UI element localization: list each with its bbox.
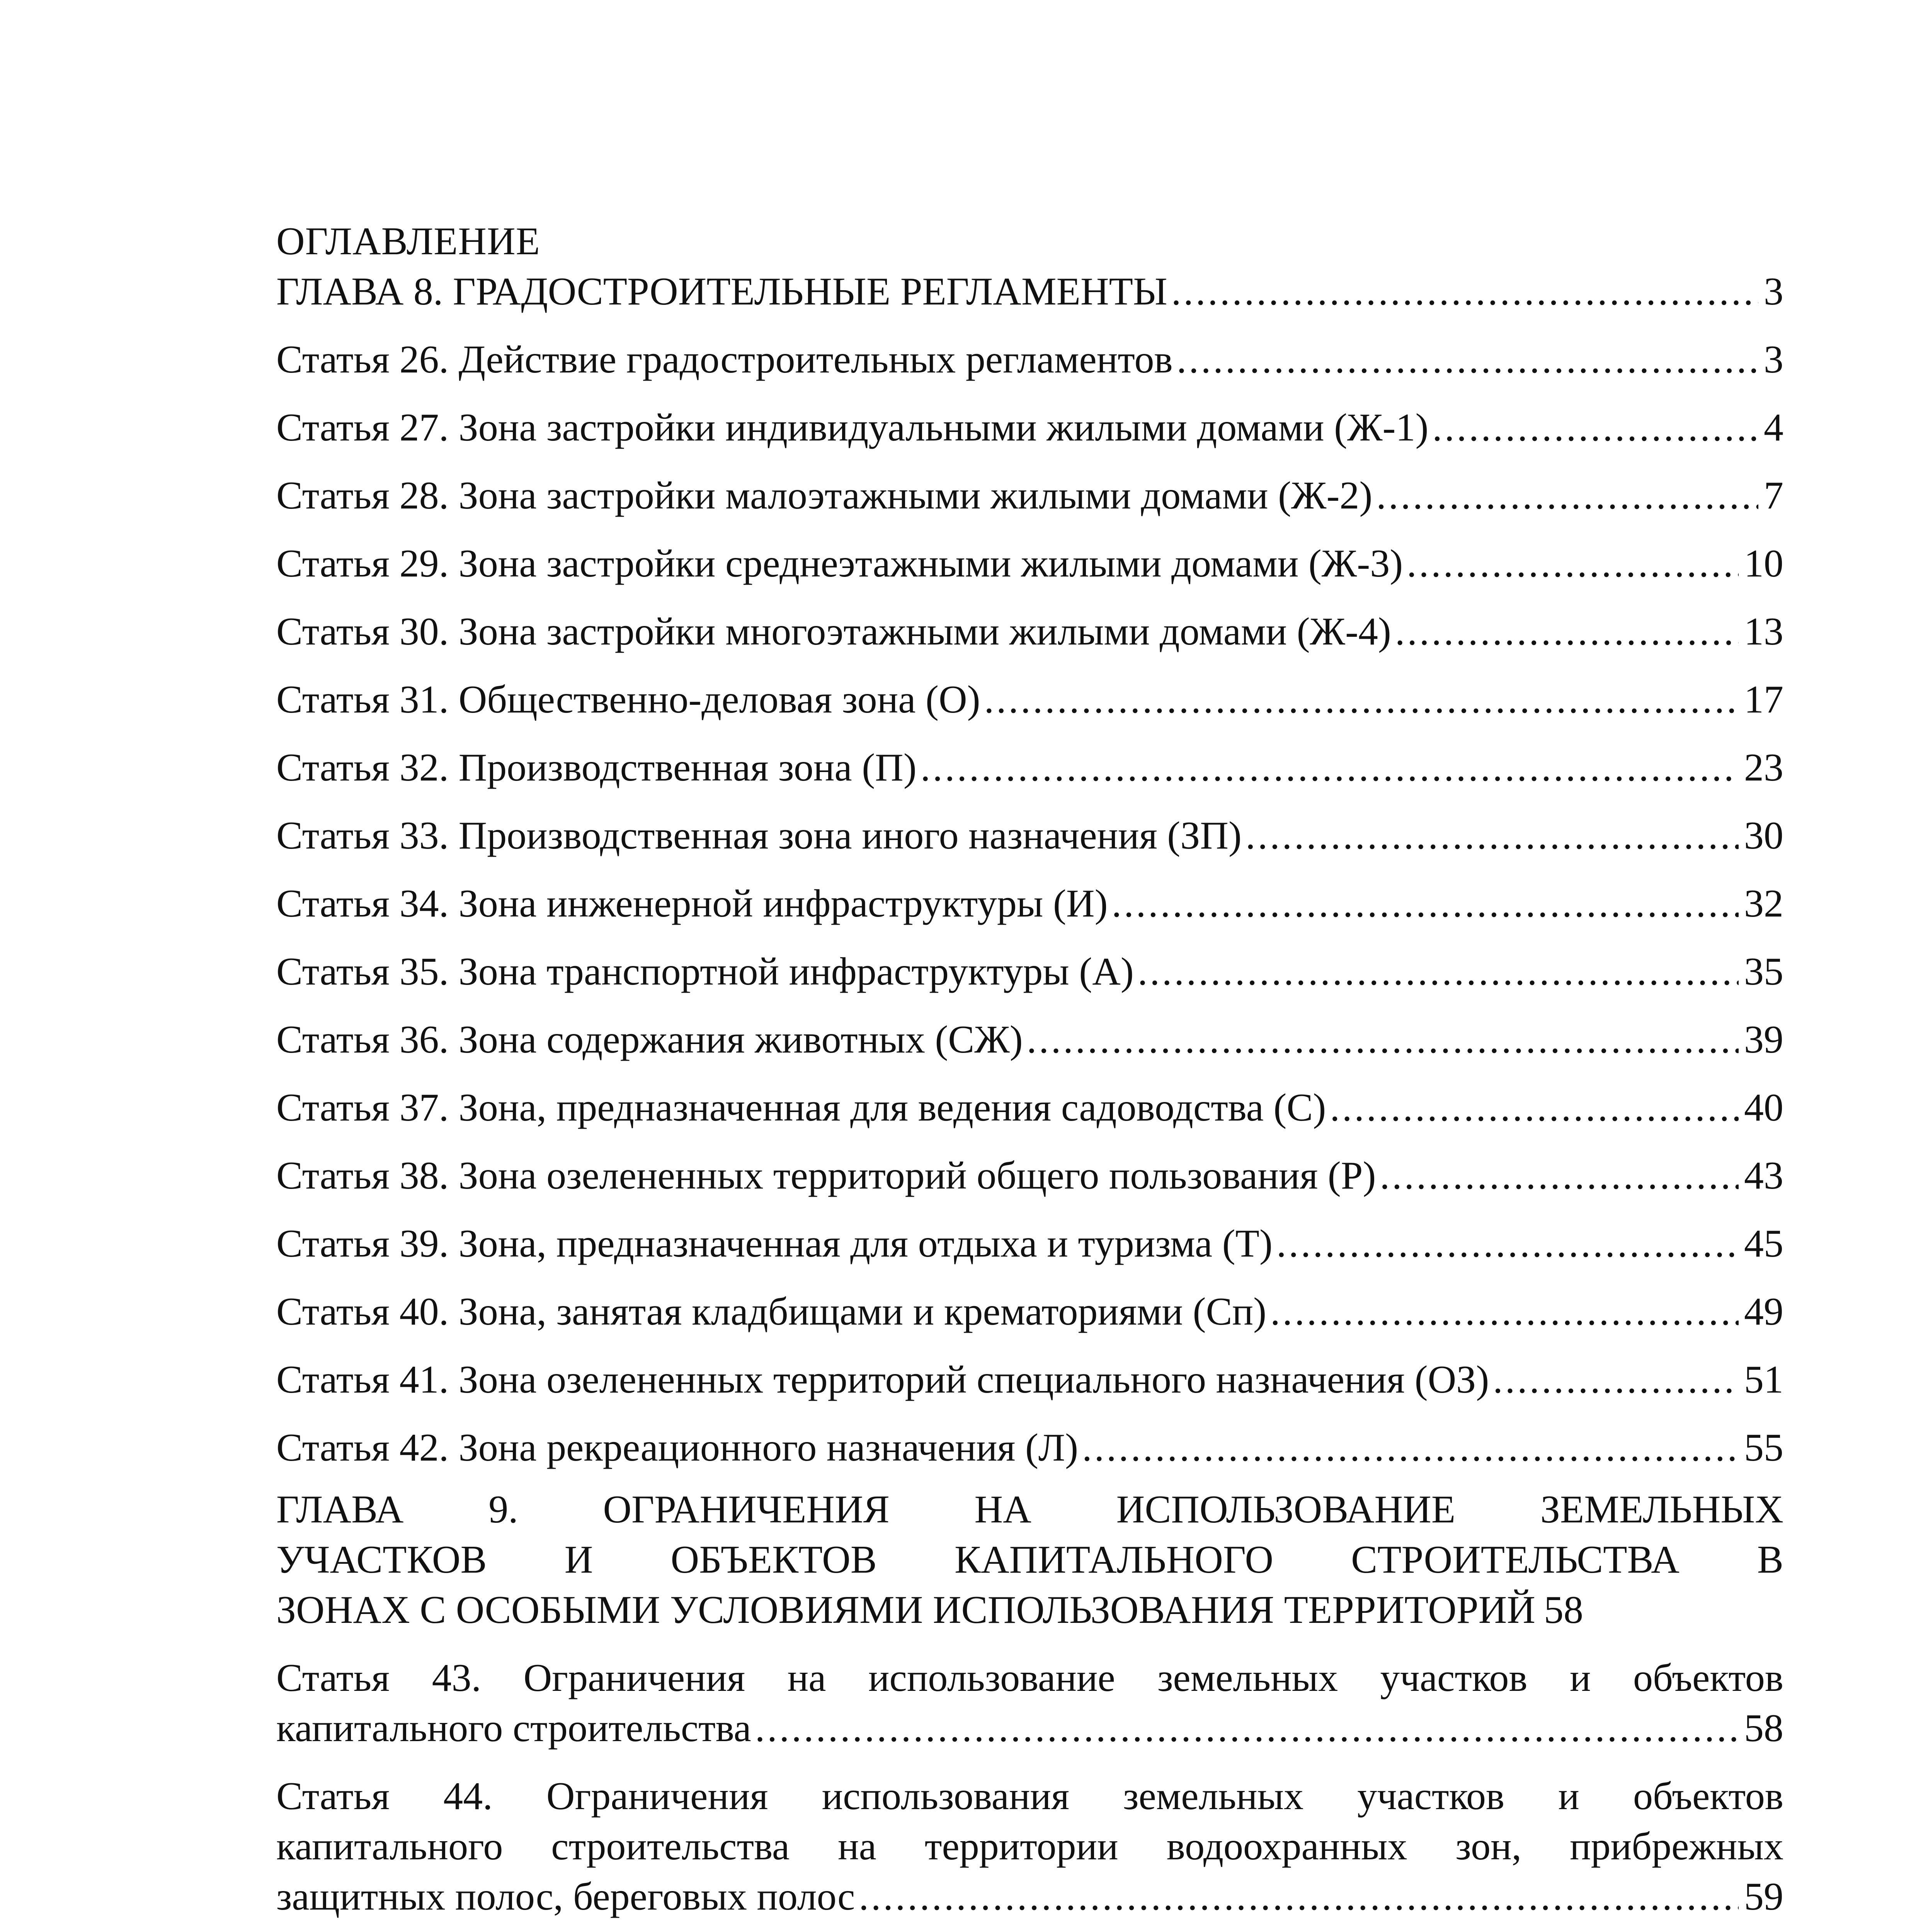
toc-entry-article[interactable] <box>276 1355 1783 1405</box>
dot-leader <box>1330 1083 1739 1133</box>
toc-entry-line: ЗОНАХ С ОСОБЫМИ УСЛОВИЯМИ ИСПОЛЬЗОВАНИЯ ТЕРРИТОРИЙ <box>276 1588 1535 1632</box>
toc-entry-article[interactable] <box>276 947 1783 997</box>
toc-entry-article-44[interactable] <box>276 1771 1783 1922</box>
toc-entry-article[interactable] <box>276 403 1783 453</box>
toc-entry-article[interactable] <box>276 1083 1783 1133</box>
toc-entry-article[interactable] <box>276 879 1783 929</box>
dot-leader <box>1380 1151 1739 1201</box>
toc-entry-label: ГЛАВА 8. ГРАДОСТРОИТЕЛЬНЫЕ РЕГЛАМЕНТЫ <box>276 270 1167 313</box>
toc-entry-line: капитального строительства на территории водоохранных зон, прибрежных <box>276 1825 1783 1868</box>
toc-page-number: 35 <box>1744 950 1783 993</box>
toc-entry-chapter-9[interactable] <box>276 1485 1783 1635</box>
dot-leader <box>1395 607 1739 657</box>
toc-entry-label: Статья 28. Зона застройки малоэтажными жилыми домами (Ж-2) <box>276 474 1373 517</box>
toc-page-number: 32 <box>1744 882 1783 925</box>
toc-entry-label: Статья 31. Общественно-деловая зона (О) <box>276 678 980 721</box>
toc-entry-article[interactable] <box>276 1015 1783 1065</box>
toc-entry-article[interactable] <box>276 1287 1783 1337</box>
toc-entry-label: Статья 29. Зона застройки среднеэтажными жилыми домами (Ж-3) <box>276 542 1403 585</box>
dot-leader <box>1138 947 1739 997</box>
toc-page-number: 7 <box>1764 474 1783 517</box>
toc-entry-label: Статья 41. Зона озелененных территорий специального назначения (ОЗ) <box>276 1358 1489 1401</box>
dot-leader <box>1177 335 1758 385</box>
toc-page-number: 17 <box>1744 678 1783 721</box>
toc-entry-label: Статья 32. Производственная зона (П) <box>276 746 917 789</box>
toc-entry-chapter-8[interactable] <box>276 267 1783 317</box>
toc-page-number: 45 <box>1744 1222 1783 1265</box>
toc-entry-line: Статья 44. Ограничения использования земельных участков и объектов <box>276 1774 1783 1818</box>
toc-entry-label: Статья 27. Зона застройки индивидуальными жилыми домами (Ж-1) <box>276 406 1429 449</box>
dot-leader <box>1432 403 1758 453</box>
dot-leader <box>755 1703 1739 1753</box>
toc-entry-line: Статья 43. Ограничения на использование земельных участков и объектов <box>276 1656 1783 1700</box>
toc-page-number: 30 <box>1744 814 1783 857</box>
toc-page-number: 3 <box>1764 270 1783 313</box>
toc-entry-label: Статья 37. Зона, предназначенная для ведения садоводства (С) <box>276 1086 1326 1129</box>
dot-leader <box>1270 1287 1739 1337</box>
dot-leader <box>1407 539 1739 589</box>
dot-leader <box>1276 1219 1739 1269</box>
toc-entry-article[interactable] <box>276 607 1783 657</box>
dot-leader <box>1112 879 1739 929</box>
table-of-contents <box>276 216 1783 1932</box>
toc-heading: ОГЛАВЛЕНИЕ <box>276 219 541 263</box>
toc-entry-article[interactable] <box>276 1423 1783 1473</box>
toc-page-number: 51 <box>1744 1358 1783 1401</box>
toc-entry-label: Статья 26. Действие градостроительных регламентов <box>276 338 1173 381</box>
toc-page-number: 3 <box>1764 338 1783 381</box>
toc-entry-article[interactable] <box>276 811 1783 861</box>
toc-entry-line: ГЛАВА 9. ОГРАНИЧЕНИЯ НА ИСПОЛЬЗОВАНИЕ ЗЕМЕЛЬНЫХ <box>276 1488 1783 1531</box>
toc-entry-article[interactable] <box>276 471 1783 521</box>
toc-entry-label: Статья 39. Зона, предназначенная для отдыха и туризма (Т) <box>276 1222 1273 1265</box>
toc-entry-article-43[interactable] <box>276 1653 1783 1753</box>
toc-entry-label: Статья 35. Зона транспортной инфраструктуры (А) <box>276 950 1134 993</box>
dot-leader <box>1376 471 1758 521</box>
toc-entry-label: Статья 34. Зона инженерной инфраструктуры (И) <box>276 882 1108 925</box>
toc-entry-article[interactable] <box>276 1219 1783 1269</box>
dot-leader <box>1027 1015 1739 1065</box>
toc-entry-label: Статья 40. Зона, занятая кладбищами и крематориями (Сп) <box>276 1290 1267 1333</box>
dot-leader <box>1171 267 1758 317</box>
toc-page-number: 58 <box>1744 1706 1783 1750</box>
toc-entry-article[interactable] <box>276 675 1783 725</box>
toc-entry-label: Статья 42. Зона рекреационного назначения (Л) <box>276 1426 1079 1469</box>
toc-page-number: 13 <box>1744 610 1783 653</box>
toc-entry-label: Статья 30. Зона застройки многоэтажными жилыми домами (Ж-4) <box>276 610 1391 653</box>
toc-page-number: 4 <box>1764 406 1783 449</box>
toc-entry-line: УЧАСТКОВ И ОБЪЕКТОВ КАПИТАЛЬНОГО СТРОИТЕЛЬСТВА В <box>276 1538 1783 1582</box>
toc-page-number: 23 <box>1744 746 1783 789</box>
toc-page-number: 58 <box>1543 1588 1583 1632</box>
toc-entry-line: капитального строительства <box>276 1706 751 1750</box>
dot-leader <box>1246 811 1739 861</box>
toc-entry-article[interactable] <box>276 743 1783 793</box>
toc-page-number: 39 <box>1744 1018 1783 1061</box>
toc-entry-label: Статья 36. Зона содержания животных (СЖ) <box>276 1018 1023 1061</box>
dot-leader <box>1493 1355 1739 1405</box>
toc-entry-label: Статья 38. Зона озелененных территорий общего пользования (Р) <box>276 1154 1376 1197</box>
toc-entry-article[interactable] <box>276 539 1783 589</box>
toc-entry-article[interactable] <box>276 1151 1783 1201</box>
toc-entry-label: Статья 33. Производственная зона иного назначения (ЗП) <box>276 814 1242 857</box>
dot-leader <box>859 1872 1739 1922</box>
dot-leader <box>1082 1423 1739 1473</box>
toc-entry-line: защитных полос, береговых полос <box>276 1875 855 1918</box>
toc-page-number: 10 <box>1744 542 1783 585</box>
toc-page-number: 43 <box>1744 1154 1783 1197</box>
toc-page-number: 40 <box>1744 1086 1783 1129</box>
toc-page-number: 59 <box>1744 1875 1783 1918</box>
toc-page-number: 49 <box>1744 1290 1783 1333</box>
toc-page-number: 55 <box>1744 1426 1783 1469</box>
dot-leader <box>984 675 1739 725</box>
dot-leader <box>921 743 1739 793</box>
toc-entry-article[interactable] <box>276 335 1783 385</box>
